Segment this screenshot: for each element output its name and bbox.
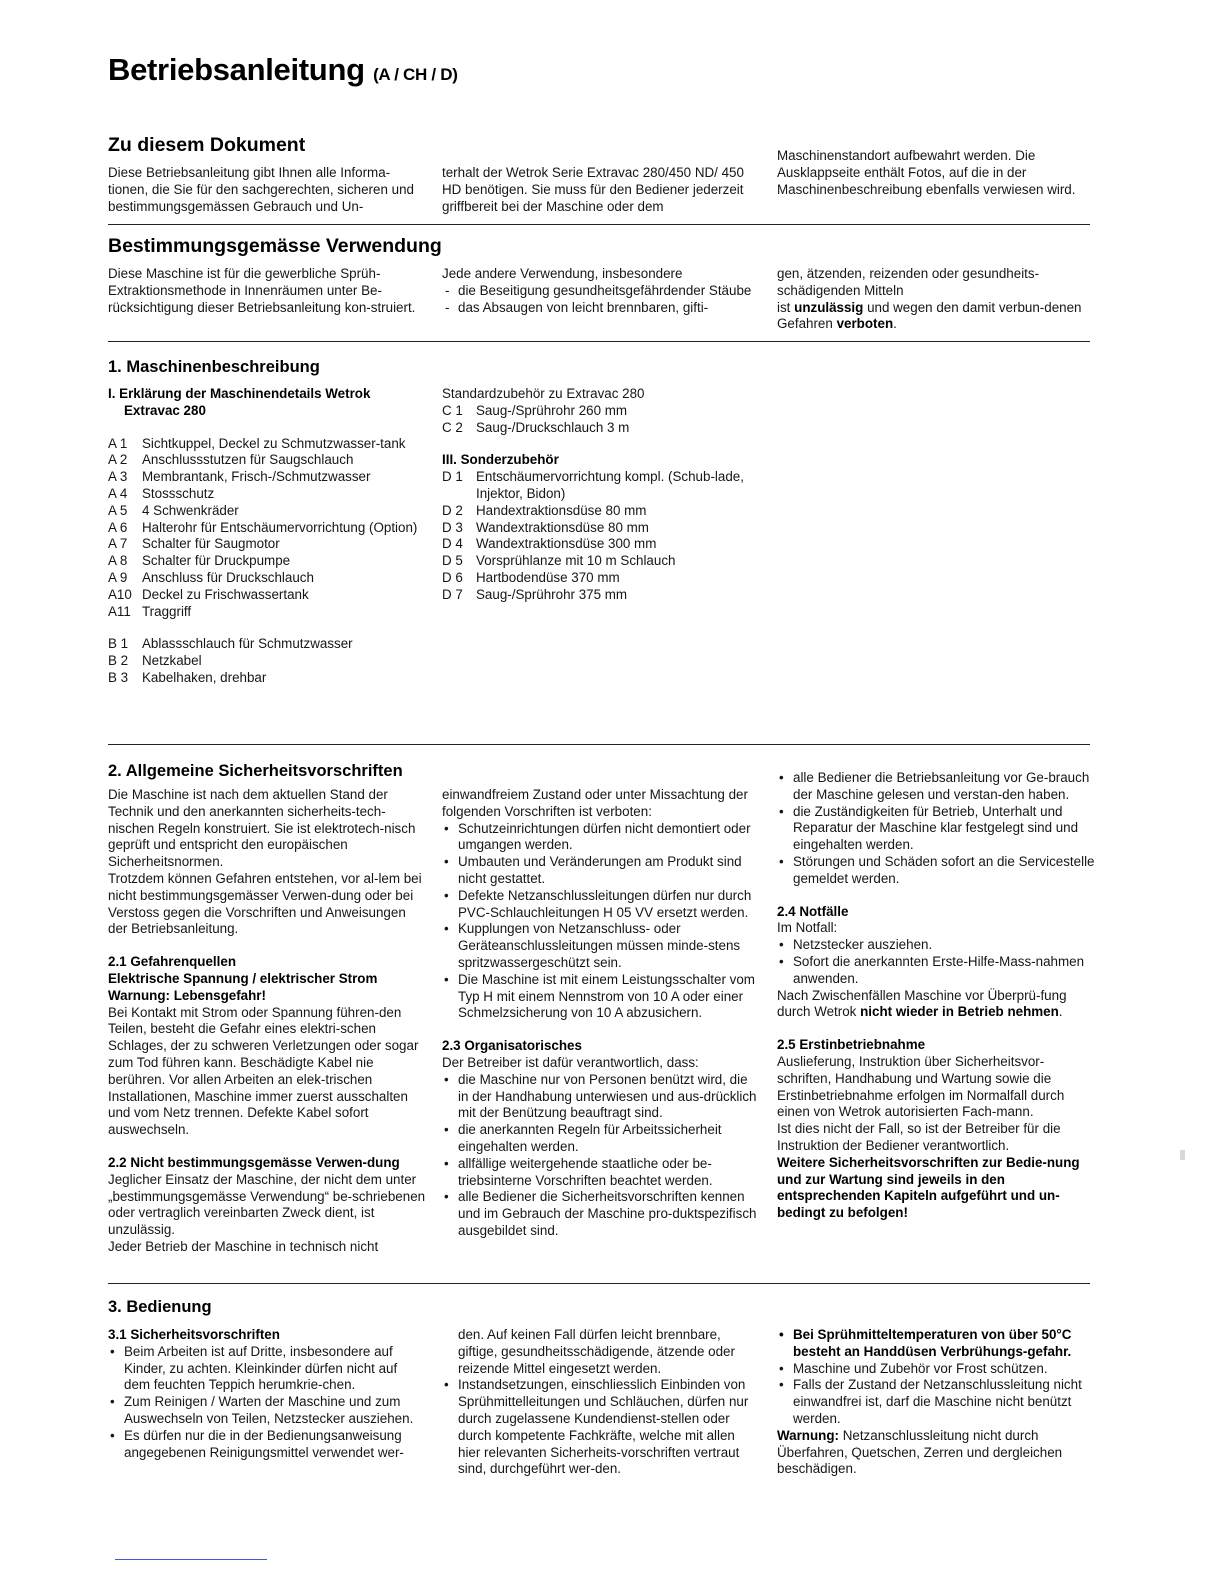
s23-intro: Der Betreiber ist dafür verantwortlich, dass: (442, 1054, 699, 1070)
list-item (442, 469, 760, 503)
section1-subheading: I. Erklärung der Maschinendetails Wetrok Extravac 280 (108, 386, 371, 418)
s25-text1: Auslieferung, Instruktion über Sicherheitsvor-schriften, Handhabung und Wartung sowie die Erstinbetriebnahme erfolgen im Normalfall durch einen von Wetrok autorisierten Fach-mann. (777, 1053, 1065, 1120)
list-item (108, 520, 426, 537)
s22-text1: Jeglicher Einsatz der Maschine, der nicht dem unter „bestimmungsgemässe Verwendung“ be-schriebenen oder vertraglich vereinbarten Zweck dient, ist unzulässig. (108, 1171, 426, 1238)
intended-use-intro: Jede andere Verwendung, insbesondere (442, 266, 683, 281)
item-text: Halterohr für Entschäumervorrichtung (Option) (142, 519, 418, 535)
item-text: Netzkabel (142, 653, 202, 669)
item-code: A10 (108, 586, 132, 602)
item-text: Handextraktionsdüse 80 mm (476, 502, 647, 518)
section2-col1 (108, 787, 426, 1256)
about-col1: Diese Betriebsanleitung gibt Ihnen alle Informa-tionen, die Sie für den sachgerechten, sicheren und bestimmungsgemässen Gebrauch und Un- (108, 165, 414, 214)
s21-heading: 2.1 Gefahrenquellen (108, 954, 236, 970)
item-text: Kabelhaken, drehbar (142, 669, 267, 685)
s23-heading: 2.3 Organisatorisches (442, 1038, 582, 1054)
list-item (108, 636, 426, 653)
item-code: A 4 (108, 485, 128, 501)
extra-accessories-heading: III. Sonderzubehör (442, 452, 559, 468)
list-item: • Die Maschine ist mit einem Leistungsschalter vom Typ H mit einem Nennstrom von 10 A oder einer Schmelzsicherung von 10 A abzusichern. (442, 972, 760, 1022)
list-item: • die Maschine nur von Personen benützt wird, die in der Handhabung unterwiesen und aus-drücklich mit der Benützung beauftragt sind. (442, 1072, 760, 1122)
text-fragment: . (893, 316, 897, 332)
item-text: Traggriff (142, 603, 192, 619)
list-item: • alle Bediener die Betriebsanleitung vor Ge-brauch der Maschine gelesen und verstan-den haben. (777, 770, 1095, 804)
list-item (442, 553, 760, 570)
list-item: • Falls der Zustand der Netzanschlussleitung nicht einwandfrei ist, darf die Maschine nicht benützt werden. (777, 1377, 1095, 1427)
about-heading: Zu diesem Dokument (108, 134, 306, 156)
item-code: B 2 (108, 653, 129, 669)
s25-text2: Ist dies nicht der Fall, so ist der Betreiber für die Instruktion der Bediener verantwortlich. (777, 1121, 1061, 1153)
item-text: Saug-/Druckschlauch 3 m (476, 419, 630, 435)
list-item (108, 570, 426, 587)
list-item: • Defekte Netzanschlussleitungen dürfen nur durch PVC-Schlauchleitungen H 05 VV ersetzt werden. (442, 888, 760, 922)
s21-text: Bei Kontakt mit Strom oder Spannung führen-den Teilen, besteht die Gefahr eines elektri-schen Schlages, der zu schweren Verletzungen oder sogar zum Tod führen kann. Beschädigte Kabel nie berühren. Vor allen Arbeiten an elek-trischen Installationen, Maschine immer zuerst ausschalten und vom Netz trennen. Defekte Kabel sofort auswechseln. (108, 1004, 419, 1138)
item-code: D 4 (442, 536, 463, 552)
item-text: Membrantank, Frisch-/Schmutzwasser (142, 469, 371, 485)
intended-use-col3 (777, 266, 1095, 333)
list-item: • Instandsetzungen, einschliesslich Einbinden von Sprühmittelleitungen und Schläuchen, dürfen nur durch zugelassene Kundendienst-stellen oder durch kompetente Fachkräfte, welche mit allen hier relevanten Sicherheits-vorschriften vertraut sind, durchgeführt wer-den. (442, 1377, 760, 1478)
item-code: D 5 (442, 553, 463, 569)
text-fragment: und wegen den damit verbun-denen Gefahren (777, 299, 1082, 332)
list-item: • Umbauten und Veränderungen am Produkt sind nicht gestattet. (442, 854, 760, 888)
section2-intro1: Die Maschine ist nach dem aktuellen Stand der Technik und den anerkannten sicherheits-tech-nischen Regeln konstruiert. Sie ist elektrotech-nisch geprüft und entspricht den europäischen Sicherheitsnormen. (108, 787, 416, 870)
page-title-main: Betriebsanleitung (108, 52, 365, 87)
s25-heading: 2.5 Erstinbetriebnahme (777, 1037, 926, 1053)
item-code: D 3 (442, 519, 463, 535)
section2-col2-intro: einwandfreiem Zustand oder unter Missachtung der folgenden Vorschriften ist verboten: (442, 787, 748, 819)
list-item: • alle Bediener die Sicherheitsvorschriften kennen und im Gebrauch der Maschine pro-duktspezifisch ausgebildet sind. (442, 1189, 760, 1239)
list-item: • Netzstecker ausziehen. (777, 937, 1095, 954)
item-code: C 2 (442, 419, 463, 435)
section2-col2 (442, 787, 760, 1240)
item-text: Saug-/Sprührohr 260 mm (476, 402, 628, 418)
divider (108, 744, 1090, 745)
section2-intro2: Trotzdem können Gefahren entstehen, vor al-lem bei nicht bestimmungsgemässer Verwen-dung oder bei Verstoss gegen die Vorschriften und Anweisungen der Betriebsanleitung. (108, 870, 422, 937)
item-code: D 7 (442, 586, 463, 602)
divider (108, 1283, 1090, 1284)
intended-use-col3-line2 (777, 300, 1095, 334)
intended-use-heading: Bestimmungsgemässe Verwendung (108, 235, 442, 257)
divider (108, 341, 1090, 342)
item-code: C 1 (442, 402, 463, 418)
section1-heading: 1. Maschinenbeschreibung (108, 358, 320, 376)
page-title (108, 52, 458, 88)
item-text: Stossschutz (142, 485, 215, 501)
divider (108, 224, 1090, 225)
item-code: D 1 (442, 469, 463, 485)
list-item: • Maschine und Zubehör vor Frost schützen. (777, 1361, 1095, 1378)
s22-heading: 2.2 Nicht bestimmungsgemässe Verwen-dung (108, 1154, 400, 1170)
list-item (108, 452, 426, 469)
list-item: - die Beseitigung gesundheitsgefährdender Stäube (442, 283, 760, 300)
s24-text (777, 988, 1095, 1022)
item-text: Saug-/Sprührohr 375 mm (476, 586, 628, 602)
item-text: Deckel zu Frischwassertank (142, 586, 309, 602)
list-item (108, 469, 426, 486)
item-text: Wandextraktionsdüse 80 mm (476, 519, 649, 535)
list-item (108, 486, 426, 503)
list-item: • die anerkannten Regeln für Arbeitssicherheit eingehalten werden. (442, 1122, 760, 1156)
s22-text2: Jeder Betrieb der Maschine in technisch nicht (108, 1238, 379, 1254)
about-col2: terhalt der Wetrok Serie Extravac 280/450 ND/ 450 HD benötigen. Sie muss für den Bediener jederzeit griffbereit bei der Maschine oder dem (442, 165, 744, 214)
item-code: D 2 (442, 502, 463, 518)
s25-bold: Weitere Sicherheitsvorschriften zur Bedie-nung und zur Wartung sind jeweils in den entsprechenden Kapiteln aufgeführt und un-bedingt zu befolgen! (777, 1154, 1080, 1221)
intended-use-col2 (442, 266, 760, 316)
item-code: A 8 (108, 553, 128, 569)
list-item (108, 604, 426, 621)
section3-col3 (777, 1327, 1095, 1478)
item-code: D 6 (442, 569, 463, 585)
page-title-suffix: (A / CH / D) (373, 65, 458, 84)
item-text: 4 Schwenkräder (142, 502, 239, 518)
item-text: Schalter für Druckpumpe (142, 553, 291, 569)
item-text: Ablassschlauch für Schmutzwasser (142, 636, 353, 652)
list-item (108, 587, 426, 604)
footer-line (115, 1559, 267, 1560)
list-item (442, 520, 760, 537)
list-item (442, 536, 760, 553)
s31-heading: 3.1 Sicherheitsvorschriften (108, 1327, 280, 1342)
section1-col2 (442, 386, 760, 604)
list-item: • Es dürfen nur die in der Bedienungsanweisung angegebenen Reinigungsmittel verwendet wer- (108, 1428, 426, 1462)
section3-warning (777, 1428, 1095, 1478)
scan-mark (1180, 1150, 1185, 1160)
item-code: A 2 (108, 452, 128, 468)
list-item: - das Absaugen von leicht brennbaren, gifti- (442, 300, 760, 317)
item-text: Schalter für Saugmotor (142, 536, 280, 552)
list-item: • Bei Sprühmitteltemperaturen von über 50°C besteht an Handdüsen Verbrühungs-gefahr. (777, 1327, 1095, 1361)
list-item (442, 503, 760, 520)
bold-fragment: unzulässig (794, 299, 864, 315)
item-code: A 6 (108, 519, 128, 535)
item-text: Anschluss für Druckschlauch (142, 569, 314, 585)
s24-heading: 2.4 Notfälle (777, 903, 849, 919)
intended-use-col3-line1: gen, ätzenden, reizenden oder gesundheits-schädigenden Mitteln (777, 266, 1040, 298)
section1-col1 (108, 386, 426, 687)
section3-heading: 3. Bedienung (108, 1298, 212, 1316)
list-item (108, 503, 426, 520)
list-item (442, 587, 760, 604)
list-item: • allfällige weitergehende staatliche oder be-triebsinterne Vorschriften beachtet werden. (442, 1156, 760, 1190)
s21-subheading: Elektrische Spannung / elektrischer Strom (108, 970, 378, 986)
text-fragment: ist (777, 299, 791, 315)
list-item: • Störungen und Schäden sofort an die Servicestelle gemeldet werden. (777, 854, 1095, 888)
list-item: • Sofort die anerkannten Erste-Hilfe-Mass-nahmen anwenden. (777, 954, 1095, 988)
about-col3: Maschinenstandort aufbewahrt werden. Die Ausklappseite enthält Fotos, auf die in der Maschinenbeschreibung ebenfalls verwiesen wird. (777, 148, 1076, 197)
item-text: Vorsprühlanze mit 10 m Schlauch (476, 553, 676, 569)
list-item (108, 653, 426, 670)
list-item (442, 420, 760, 437)
section2-col3 (777, 770, 1095, 1222)
item-code: A 1 (108, 435, 128, 451)
list-item (108, 553, 426, 570)
warning-label: Warnung: (777, 1427, 839, 1443)
list-item: • Beim Arbeiten ist auf Dritte, insbesondere auf Kinder, zu achten. Kleinkinder dürfen nicht auf dem feuchten Teppich herumkrie-chen. (108, 1344, 426, 1394)
section3-col1 (108, 1327, 426, 1461)
item-text: Wandextraktionsdüse 300 mm (476, 536, 657, 552)
text-fragment: . (1058, 1004, 1063, 1020)
list-item (108, 536, 426, 553)
item-code: A 7 (108, 536, 128, 552)
intended-use-col1: Diese Maschine ist für die gewerbliche Sprüh-Extraktionsmethode in Innenräumen unter Be-rücksichtigung dieser Betriebsanleitung kon-struiert. (108, 266, 416, 315)
warning-text: Netzanschlussleitung nicht durch Überfahren, Quetschen, Zerren und dergleichen beschädigen. (777, 1427, 1063, 1477)
list-item (108, 670, 426, 687)
item-text: Anschlussstutzen für Saugschlauch (142, 452, 354, 468)
item-text: Entschäumervorrichtung kompl. (Schub-lade, Injektor, Bidon) (476, 469, 744, 501)
standard-accessories-heading: Standardzubehör zu Extravac 280 (442, 386, 645, 401)
list-item (108, 436, 426, 453)
list-item: • Zum Reinigen / Warten der Maschine und zum Auswechseln von Teilen, Netzstecker ausziehen. (108, 1394, 426, 1428)
list-item (442, 403, 760, 420)
section3-col2-cont: den. Auf keinen Fall dürfen leicht brennbare, giftige, gesundheitsschädigende, ätzende oder reizende Mittel eingesetzt werden. (458, 1327, 735, 1376)
item-text: Sichtkuppel, Deckel zu Schmutzwasser-tank (142, 435, 406, 451)
list-item: • Schutzeinrichtungen dürfen nicht demontiert oder umgangen werden. (442, 821, 760, 855)
s21-warning: Warnung: Lebensgefahr! (108, 987, 266, 1003)
item-code: A 5 (108, 502, 128, 518)
list-item: • Kupplungen von Netzanschluss- oder Geräteanschlussleitungen müssen minde-stens spritzwassergeschützt sein. (442, 921, 760, 971)
list-item: • die Zuständigkeiten für Betrieb, Unterhalt und Reparatur der Maschine klar festgelegt sind und eingehalten werden. (777, 804, 1095, 854)
section2-heading: 2. Allgemeine Sicherheitsvorschriften (108, 762, 403, 780)
section3-col2 (442, 1327, 760, 1478)
bold-fragment: nicht wieder in Betrieb nehmen (860, 1004, 1059, 1020)
bold-fragment: verboten (836, 316, 894, 332)
s24-intro: Im Notfall: (777, 920, 838, 936)
item-code: A 9 (108, 569, 128, 585)
list-item (442, 570, 760, 587)
item-code: B 1 (108, 636, 129, 652)
text-fragment: Nach Zwischenfällen Maschine vor Überprü-fung durch Wetrok (777, 987, 1067, 1020)
item-code: A11 (108, 603, 131, 619)
item-code: B 3 (108, 669, 129, 685)
item-code: A 3 (108, 469, 128, 485)
item-text: Hartbodendüse 370 mm (476, 569, 620, 585)
